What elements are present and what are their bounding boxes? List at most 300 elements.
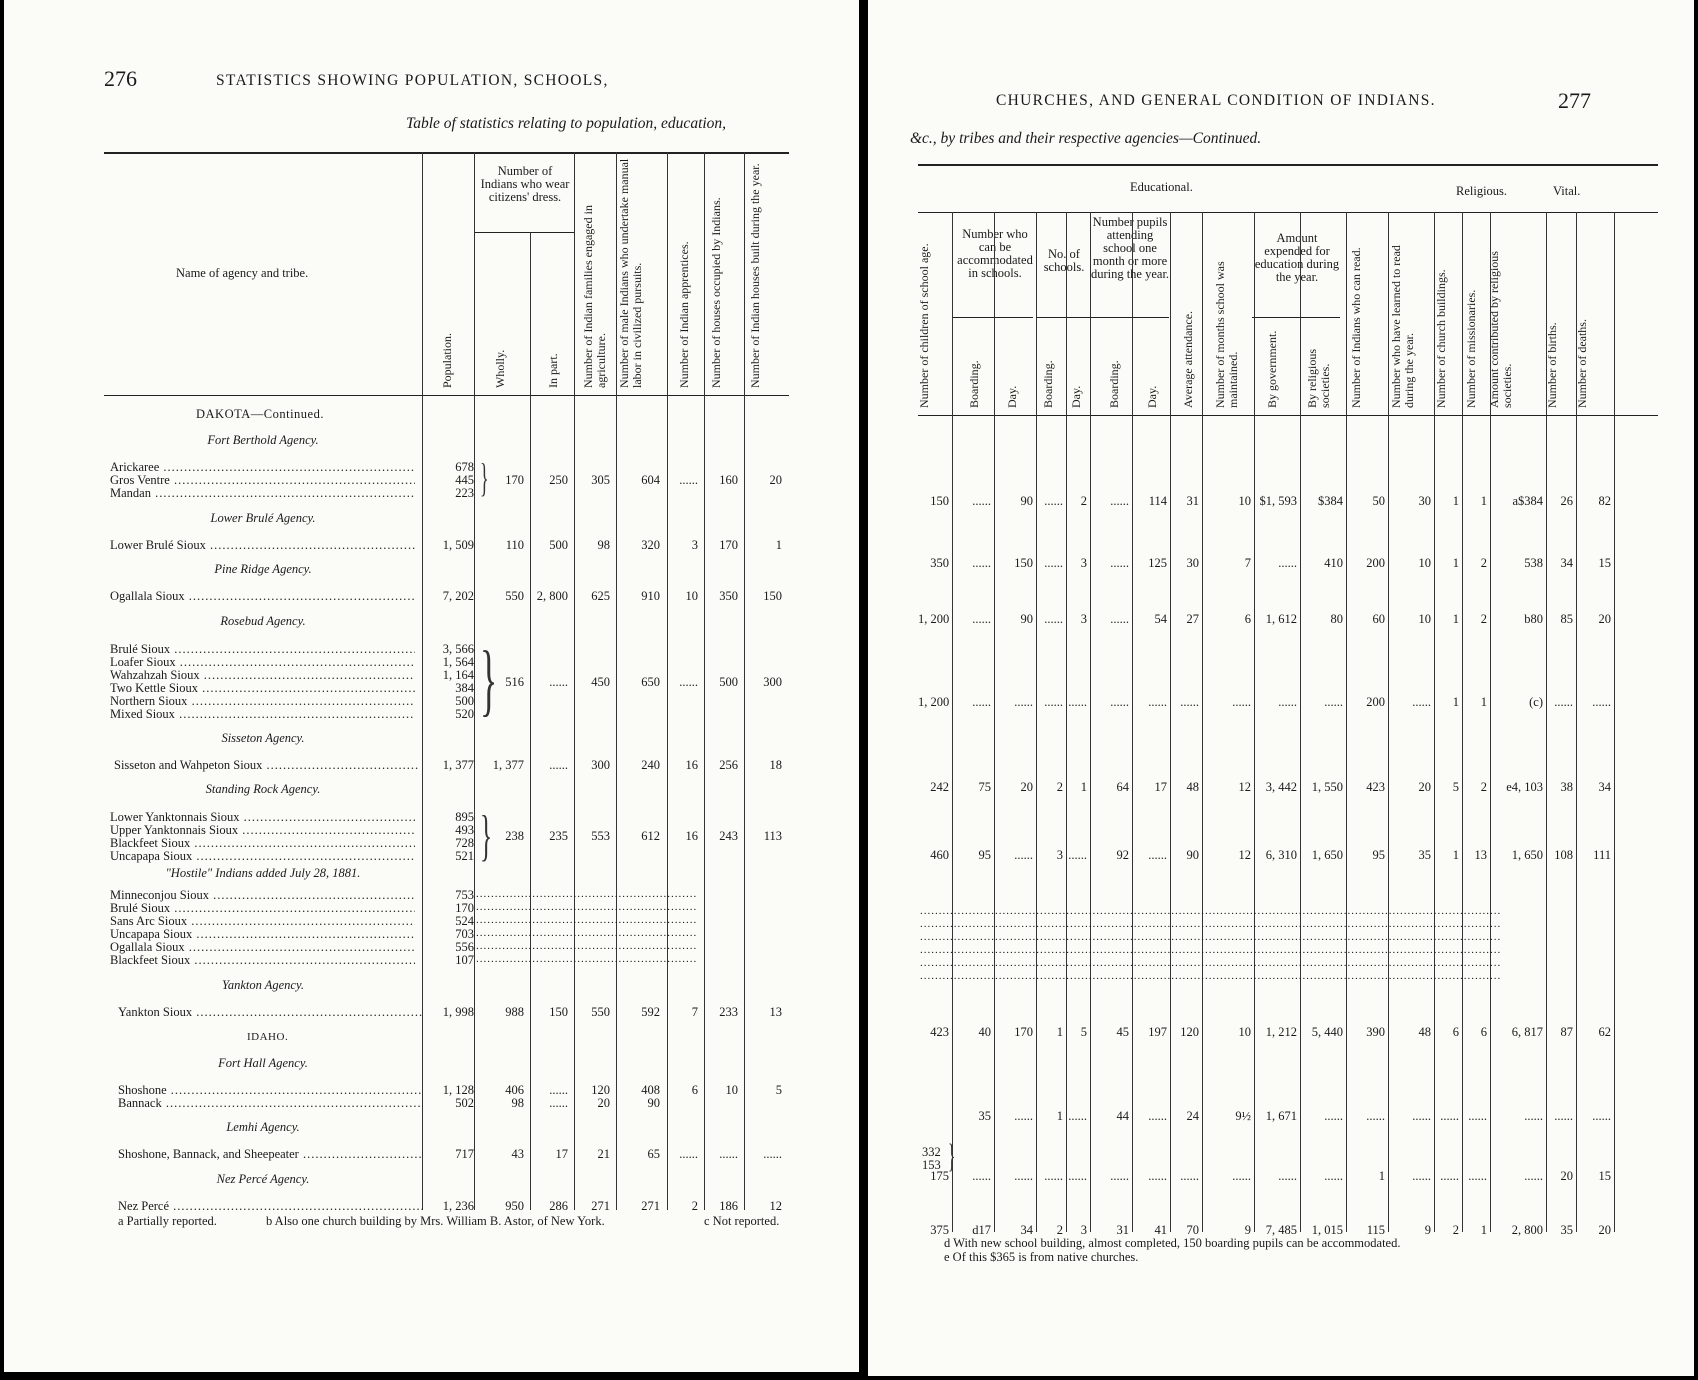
population-value: 678 [455,460,474,474]
table-cell: 13 [1474,848,1487,862]
dash-row: ........................................................................................................................................................... [920,944,1502,956]
agency-heading: Rosebud Agency. [220,614,306,628]
table-cell: 500 [719,675,738,689]
header-boarding: Boarding. [1107,360,1121,408]
table-cell: 6, 817 [1511,1025,1543,1039]
tribe-name: Upper Yanktonnais Sioux ..... [110,823,415,838]
table-cell: 350 [719,589,738,603]
table-cell: 650 [641,675,660,689]
section-idaho: IDAHO. [247,1031,289,1043]
table-cell: 550 [505,589,524,603]
table-cell: 48 [1186,780,1199,794]
table-cell: $384 [1318,494,1343,508]
table-cell: ...... [679,1147,698,1161]
group-educational: Educational. [1130,180,1193,194]
table-top-rule [104,152,789,154]
table-cell: ...... [549,758,568,772]
table-cell: 1 [1452,494,1459,508]
table-cell: 286 [549,1199,568,1213]
tribe-name: Two Kettle Sioux ..... [110,681,415,696]
header-bottom-rule [918,415,1658,416]
table-cell: 10 [1418,556,1431,570]
table-cell: ...... [719,1147,738,1161]
table-cell: 7, 485 [1265,1223,1297,1237]
table-cell: 90 [1020,612,1033,626]
table-cell: 9 [1424,1223,1431,1237]
dash-row: ........................................................................................................................................................... [920,931,1502,943]
header-deaths: Number of deaths. [1575,319,1589,408]
table-cell: 910 [641,589,660,603]
table-cell: ...... [1110,612,1129,626]
table-cell: 26 [1560,494,1573,508]
table-cell: ...... [1324,1169,1343,1183]
dash-row: ........................................................................................................................................................... [920,918,1502,930]
col-rule [1300,212,1301,1232]
tribe-name: Ogallala Sioux ..... [110,589,415,604]
footnote-a: a Partially reported. [118,1214,217,1228]
population-value: 1, 509 [442,538,474,552]
table-cell: 6 [691,1083,698,1097]
table-cell: 16 [685,829,698,843]
dash-row: ........................................................... [476,927,698,939]
table-cell: 150 [930,494,949,508]
header-male-labor: Number of male Indians who undertake manual labor in civilized pursuits. [617,158,644,388]
table-cell: ...... [1110,556,1129,570]
table-cell: 950 [505,1199,524,1213]
footnote-b: b Also one church building by Mrs. William B. Astor, of New York. [266,1214,605,1228]
table-cell: 150 [549,1005,568,1019]
table-cell: 408 [641,1083,660,1097]
table-cell: 43 [511,1147,524,1161]
table-cell: 85 [1560,612,1573,626]
table-cell: 500 [549,538,568,552]
table-cell: ...... [1110,1169,1129,1183]
table-cell: 110 [505,538,524,552]
table-cell: ...... [1468,1169,1487,1183]
header-day: Day. [1005,385,1019,408]
col-rule [744,152,745,1210]
table-cell: 90 [647,1096,660,1110]
agency-heading: Sisseton Agency. [221,731,305,745]
table-cell: 98 [597,538,610,552]
table-cell: ...... [972,695,991,709]
population-value: 895 [455,810,474,824]
table-cell: 390 [1366,1025,1385,1039]
table-cell: 1 [775,538,782,552]
header-births: Number of births. [1545,322,1559,408]
table-cell: 6 [1452,1025,1459,1039]
table-cell: 20 [1560,1169,1573,1183]
table-cell: ...... [549,675,568,689]
table-cell: (c) [1529,695,1543,709]
table-cell: 271 [591,1199,610,1213]
table-cell: 65 [647,1147,660,1161]
table-cell: 5 [775,1083,782,1097]
table-cell: 95 [978,848,991,862]
table-cell: ...... [1044,556,1063,570]
population-value: 703 [455,927,474,941]
table-cell: 16 [685,758,698,772]
table-cell: 160 [719,473,738,487]
population-value: 107 [455,953,474,967]
table-cell: ...... [1592,1109,1611,1123]
header-months: Number of months school was maintained. [1213,261,1240,408]
table-cell: 1, 550 [1311,780,1343,794]
table-cell: 34 [1020,1223,1033,1237]
tribe-name: Blackfeet Sioux ..... [110,953,415,968]
table-cell: ...... [972,1169,991,1183]
table-cell: ...... [1440,1109,1459,1123]
header-accommodated: Number who can be accommodated in schools. [957,227,1033,280]
section-dakota: DAKOTA—Continued. [196,407,324,421]
col-rule [574,152,575,1210]
table-cell: 2 [1056,780,1063,794]
table-cell: ...... [1366,1109,1385,1123]
table-cell: 197 [1148,1025,1167,1039]
table-cell: 186 [719,1199,738,1213]
col-rule [952,212,953,1232]
col-rule [1490,212,1491,1232]
table-cell: 2 [1480,780,1487,794]
agency-heading: Fort Berthold Agency. [207,433,319,447]
table-cell: 75 [978,780,991,794]
group-vital: Vital. [1553,184,1581,198]
header-can-read: Number of Indians who can read. [1349,247,1363,408]
tribe-name: Mixed Sioux ..... [110,707,415,722]
table-cell: 87 [1560,1025,1573,1039]
group-religious: Religious. [1456,184,1508,198]
table-cell: 2 [1480,556,1487,570]
table-cell: 150 [763,589,782,603]
agency-heading: Yankton Agency. [222,978,304,992]
table-cell: ...... [1068,695,1087,709]
table-cell: 90 [1020,494,1033,508]
tribe-name: Wahzahzah Sioux ..... [110,668,415,683]
table-cell: 31 [1116,1223,1129,1237]
table-cell: 1 [1056,1109,1063,1123]
header-contributed: Amount contributed by religious societies. [1487,251,1514,408]
dash-row: ........................................................... [476,940,698,952]
table-cell: 1 [1452,695,1459,709]
table-cell: ...... [1014,1169,1033,1183]
dash-row: ........................................................................................................................................................... [920,970,1502,982]
table-cell: ...... [549,1096,568,1110]
page-number: 276 [104,66,137,91]
table-cell: ...... [1412,695,1431,709]
table-cell: 41 [1154,1223,1167,1237]
table-cell: 6 [1480,1025,1487,1039]
table-cell: 6, 310 [1265,848,1297,862]
subgroup-rule [953,317,1033,318]
table-cell: 320 [641,538,660,552]
table-cell: 98 [511,1096,524,1110]
table-cell: 423 [930,1025,949,1039]
col-rule [530,232,531,1210]
col-rule [1614,212,1615,1232]
tribe-name: Bannack ..... [118,1096,423,1111]
table-cell: 350 [930,556,949,570]
dash-row: ........................................................... [476,914,698,926]
table-cell: 45 [1116,1025,1129,1039]
table-cell: 271 [641,1199,660,1213]
table-cell: 1 [1056,1025,1063,1039]
table-cell: 3 [691,538,698,552]
agency-heading: Standing Rock Agency. [205,782,321,796]
table-cell: 18 [769,758,782,772]
table-cell: 1, 650 [1311,848,1343,862]
col-rule [1066,212,1067,1232]
table-cell: 20 [1418,780,1431,794]
table-cell: 250 [549,473,568,487]
tribe-name: Nez Percé ..... [118,1199,423,1214]
population-value: 1, 236 [442,1199,474,1213]
table-cell: ...... [1180,695,1199,709]
table-cell: b80 [1524,612,1543,626]
table-cell: 305 [591,473,610,487]
population-value: 717 [455,1147,474,1161]
table-cell: 1, 212 [1265,1025,1297,1039]
table-cell: ...... [1044,612,1063,626]
table-cell: 1, 200 [918,695,950,709]
table-cell: 550 [591,1005,610,1019]
col-rule [1202,212,1203,1232]
table-cell: 460 [930,848,949,862]
agency-heading: Fort Hall Agency. [218,1056,308,1070]
population-value: 493 [455,823,474,837]
population-value: 170 [455,901,474,915]
header-pupils: Number pupils attending school one month or more during the year. [1090,215,1170,281]
left-page [4,0,859,1372]
table-cell: ...... [1554,1109,1573,1123]
table-cell: 7 [1244,556,1251,570]
dash-row: ........................................................... [476,888,698,900]
table-cell: 20 [1020,780,1033,794]
table-cell: 5 [1080,1025,1087,1039]
table-cell: ...... [679,473,698,487]
tribe-name: Gros Ventre ..... [110,473,415,488]
table-cell: 1, 650 [1511,848,1543,862]
header-dress-group: Number of Indians who wear citizens' dress. [480,164,570,204]
table-cell: ...... [1524,1169,1543,1183]
population-value: 7, 202 [442,589,474,603]
col-rule [1388,212,1389,1232]
table-cell: 450 [591,675,610,689]
table-cell: 6 [1244,612,1251,626]
footnote-e: e Of this $365 is from native churches. [944,1250,1139,1264]
table-cell: 34 [1560,556,1573,570]
table-cell: 612 [641,829,660,843]
table-cell: 1 [1452,556,1459,570]
table-cell: 114 [1148,494,1167,508]
table-cell: 3 [1080,612,1087,626]
table-cell: 1, 612 [1265,612,1297,626]
table-cell: 12 [1238,780,1251,794]
table-cell: 538 [1524,556,1543,570]
population-value: 524 [455,914,474,928]
tribe-name: Blackfeet Sioux ..... [110,836,415,851]
table-cell: 30 [1186,556,1199,570]
fort-hall-school-age-a: 332 [922,1145,941,1159]
population-value: 1, 998 [442,1005,474,1019]
table-cell: ...... [1232,1169,1251,1183]
col-rule [667,152,668,1210]
fort-hall-school-age-b: 153 [922,1158,941,1172]
table-cell: 3 [1056,848,1063,862]
table-cell: ...... [763,1147,782,1161]
right-page [868,0,1694,1376]
dash-row: ........................................................... [476,901,698,913]
col-rule [1546,212,1547,1232]
table-cell: 406 [505,1083,524,1097]
table-cell: ...... [1148,848,1167,862]
table-cell: 20 [769,473,782,487]
table-cell: 242 [930,780,949,794]
table-cell: 1, 200 [918,612,950,626]
table-cell: ...... [1324,695,1343,709]
table-cell: ...... [1278,695,1297,709]
table-cell: ...... [1110,695,1129,709]
tribe-name: Yankton Sioux ..... [118,1005,423,1020]
table-cell: ...... [1044,494,1063,508]
table-cell: 113 [763,829,782,843]
table-cell: 170 [505,473,524,487]
table-cell: 35 [1418,848,1431,862]
table-cell: 50 [1372,494,1385,508]
table-cell: 27 [1186,612,1199,626]
table-cell: 10 [685,589,698,603]
table-cell: ...... [1324,1109,1343,1123]
header-day: Day. [1069,385,1083,408]
header-in-part: In part. [546,353,560,388]
agency-heading: Nez Percé Agency. [216,1172,310,1186]
table-cell: ...... [1068,848,1087,862]
tribe-name: Mandan ..... [110,486,415,501]
tribe-name: Shoshone ..... [118,1083,423,1098]
tribe-name: Loafer Sioux ..... [110,655,415,670]
table-cell: 10 [1238,1025,1251,1039]
table-cell: 1 [1480,695,1487,709]
tribe-name: Ogallala Sioux ..... [110,940,415,955]
table-cell: 35 [1560,1223,1573,1237]
table-cell: 170 [719,538,738,552]
table-cell: ...... [1278,1169,1297,1183]
table-cell: ...... [1044,695,1063,709]
population-value: 728 [455,836,474,850]
table-cell: ...... [1014,695,1033,709]
agency-heading: Lower Brulé Agency. [210,511,316,525]
table-cell: 12 [1238,848,1251,862]
population-value: 384 [455,681,474,695]
table-cell: 10 [1418,612,1431,626]
tribe-name: Sisseton and Wahpeton Sioux ..... [114,758,419,773]
tribe-name: Sans Arc Sioux ..... [110,914,415,929]
header-boarding: Boarding. [967,360,981,408]
table-cell: 120 [591,1083,610,1097]
table-cell: ...... [549,1083,568,1097]
brace: } [480,636,498,724]
brace: } [480,455,489,500]
header-bottom-rule [104,395,789,396]
table-cell: 1, 015 [1311,1223,1343,1237]
table-cell: 240 [641,758,660,772]
table-cell: 516 [505,675,524,689]
population-value: 753 [455,888,474,902]
population-value: 3, 566 [442,642,474,656]
table-cell: 3, 442 [1265,780,1297,794]
table-cell: 592 [641,1005,660,1019]
table-cell: ...... [1524,1109,1543,1123]
population-value: 1, 377 [442,758,474,772]
table-cell: 1 [1378,1169,1385,1183]
tribe-name: Lower Brulé Sioux ..... [110,538,415,553]
col-rule [1170,212,1171,1232]
table-cell: 24 [1186,1109,1199,1123]
population-value: 556 [455,940,474,954]
table-cell: 21 [597,1147,610,1161]
table-cell: 2, 800 [536,589,568,603]
running-head: CHURCHES, AND GENERAL CONDITION OF INDIANS. [996,92,1436,109]
brace: } [480,805,493,867]
population-value: 502 [455,1096,474,1110]
header-apprentices: Number of Indian apprentices. [677,241,691,388]
table-cell: ...... [1180,1169,1199,1183]
table-cell: 17 [555,1147,568,1161]
table-cell: 82 [1598,494,1611,508]
header-houses-built: Number of Indian houses built during the year. [748,163,762,388]
header-day: Day. [1145,385,1159,408]
table-cell: 64 [1116,780,1129,794]
table-cell: 5, 440 [1311,1025,1343,1039]
header-church-buildings: Number of church buildings. [1434,269,1448,408]
table-cell: 9½ [1235,1109,1251,1123]
table-cell: 60 [1372,612,1385,626]
running-head: STATISTICS SHOWING POPULATION, SCHOOLS, [216,72,609,89]
table-cell: 35 [978,1109,991,1123]
table-cell: ...... [972,494,991,508]
table-cell: 1 [1480,1223,1487,1237]
table-cell: 10 [1238,494,1251,508]
table-cell: ...... [1592,695,1611,709]
col-rule [1346,212,1347,1232]
header-boarding: Boarding. [1041,360,1055,408]
table-cell: 200 [1366,556,1385,570]
header-school-age: Number of children of school age. [917,243,931,408]
table-cell: ...... [1110,494,1129,508]
table-cell: 31 [1186,494,1199,508]
brace: } [948,1138,956,1175]
table-cell: 988 [505,1005,524,1019]
table-cell: 1, 377 [492,758,524,772]
table-cell: 5 [1452,780,1459,794]
table-cell: 150 [1014,556,1033,570]
col-rule [1036,212,1037,1232]
table-cell: 20 [1598,1223,1611,1237]
table-cell: 423 [1366,780,1385,794]
page-number: 277 [1558,88,1591,113]
table-cell: ...... [1232,695,1251,709]
table-cell: ...... [1044,1169,1063,1183]
table-top-rule [918,164,1658,166]
population-value: 223 [455,486,474,500]
header-houses-occupied: Number of houses occupied by Indians. [709,197,723,388]
table-cell: a$384 [1512,494,1543,508]
agency-heading: Lemhi Agency. [226,1120,300,1134]
population-value: 520 [455,707,474,721]
header-learned-read: Number who have learned to read during the year. [1389,245,1416,408]
table-cell: 17 [1154,780,1167,794]
header-population: Population. [440,332,454,388]
tribe-name: Brulé Sioux ..... [110,642,415,657]
